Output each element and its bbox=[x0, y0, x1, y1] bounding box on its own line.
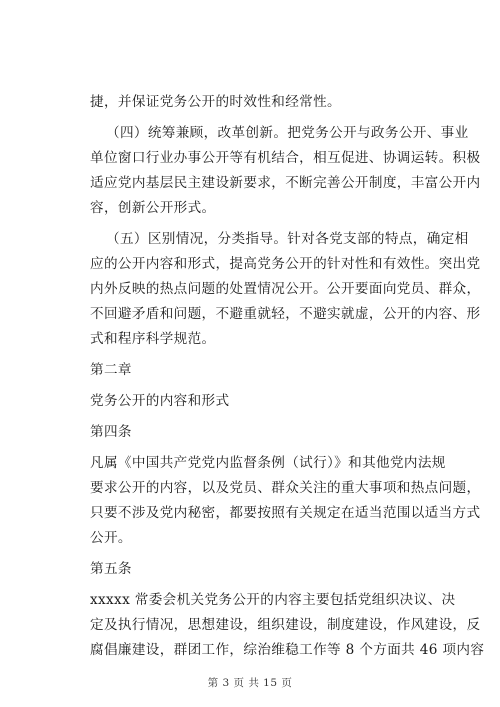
article-heading: 第五条 bbox=[90, 561, 132, 577]
text-line: 凡属《中国共产党党内监督条例（试行）》和其他党内法规 bbox=[90, 455, 446, 471]
text-line: 要求公开的内容，以及党员、群众关注的重大事项和热点问题， bbox=[90, 480, 481, 496]
page-footer bbox=[0, 675, 500, 690]
text-line: xxxxx 常委会机关党务公开的内容主要包括党组织决议、决 bbox=[90, 592, 456, 608]
page-number-label: 第 3 页 共 15 页 bbox=[207, 677, 293, 689]
text-line: 容，创新公开形式。 bbox=[90, 200, 216, 216]
text-line: 公开。 bbox=[90, 530, 132, 546]
text-line: （四）统筹兼顾，改革创新。把党务公开与政务公开、事业 bbox=[106, 125, 469, 141]
text-line: 内外反映的热点问题的处置情况公开。公开要面向党员、群众， bbox=[90, 281, 481, 297]
text-line: 式和程序科学规范。 bbox=[90, 331, 216, 347]
chapter-title: 党务公开的内容和形式 bbox=[90, 393, 230, 409]
text-line: 单位窗口行业办事公开等有机结合，相互促进、协调运转。积极 bbox=[90, 150, 481, 166]
text-line: 腐倡廉建设，群团工作，综治维稳工作等 8 个方面共 46 项内容 bbox=[90, 642, 485, 658]
text-line: （五）区别情况，分类指导。针对各党支部的特点，确定相 bbox=[106, 231, 469, 247]
text-line: 不回避矛盾和问题，不避重就轻，不避实就虚，公开的内容、形 bbox=[90, 306, 481, 322]
text-line: 定及执行情况，思想建设，组织建设，制度建设，作风建设，反 bbox=[90, 617, 481, 633]
chapter-heading: 第二章 bbox=[90, 362, 132, 378]
text-line: 只要不涉及党内秘密，都要按照有关规定在适当范围以适当方式 bbox=[90, 505, 481, 521]
article-heading: 第四条 bbox=[90, 424, 132, 440]
text-line: 应的公开内容和形式，提高党务公开的针对性和有效性。突出党 bbox=[90, 256, 481, 272]
text-line: 捷，并保证党务公开的时效性和经常性。 bbox=[90, 94, 341, 110]
document-body bbox=[90, 90, 485, 663]
text-line: 适应党内基层民主建设新要求，不断完善公开制度，丰富公开内 bbox=[90, 175, 481, 191]
